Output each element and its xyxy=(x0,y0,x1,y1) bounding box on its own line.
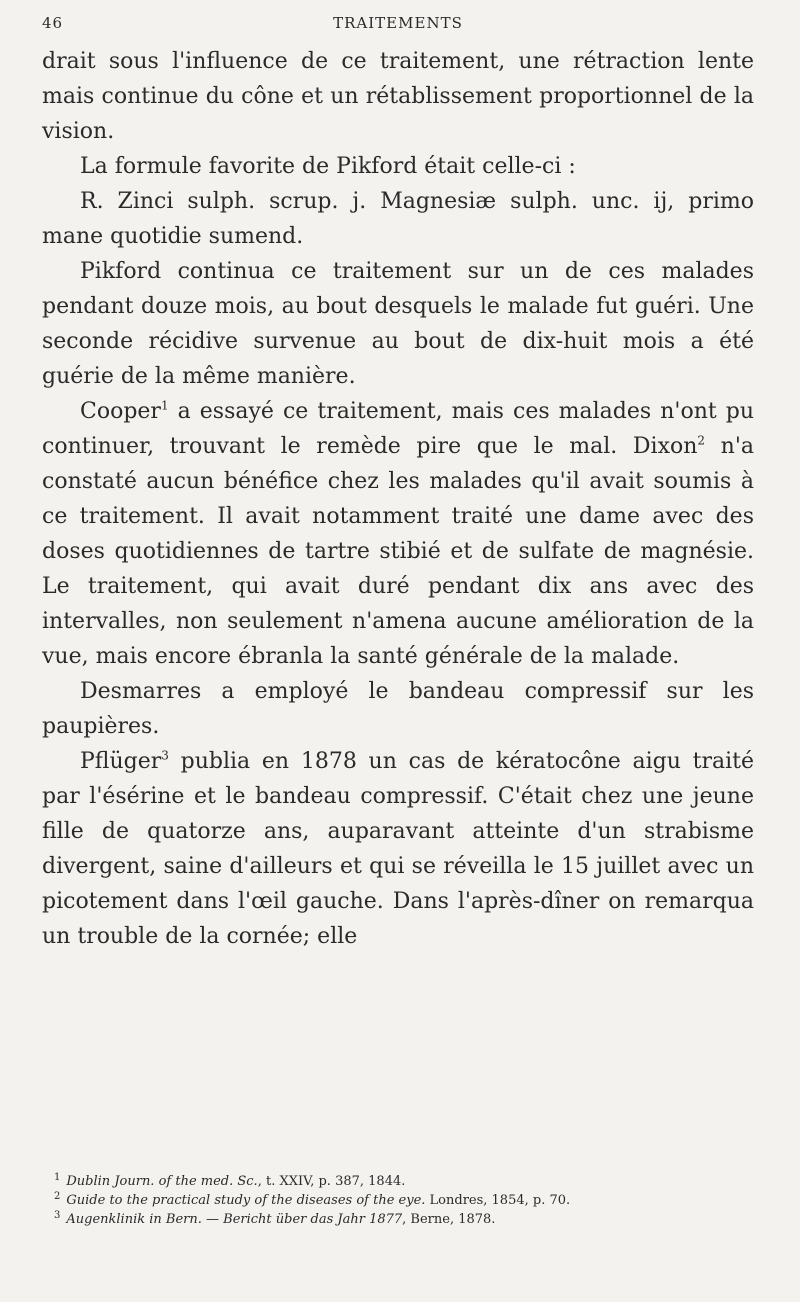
page-header xyxy=(42,14,754,38)
footnote-detail: Londres, 1854, p. 70. xyxy=(425,1193,571,1208)
paragraph: Desmarres a employé le bandeau compressif sur les paupières. xyxy=(42,679,754,739)
paragraph: R. Zinci sulph. scrup. j. Magnesiæ sulph. unc. ij, primo mane quotidie sumend. xyxy=(42,189,754,249)
footnote-ref: 1 xyxy=(160,398,169,413)
page-number: 46 xyxy=(42,14,64,32)
paragraph xyxy=(42,744,754,954)
footnote-detail: , Berne, 1878. xyxy=(402,1212,496,1227)
text-run: Cooper xyxy=(80,399,161,424)
text-run: n'a constaté aucun bénéfice chez les malades qu'il avait soumis à ce traitement. Il avait notamment traité une dame avec des doses quotidiennes de tartre stibié et de sulfate de magnésie. Le traitement, qui avait duré pendant dix ans avec des intervalles, non seulement n'amena aucune amélioration de la vue, mais encore ébranla la santé générale de la malade. xyxy=(42,434,754,669)
paragraph xyxy=(42,394,754,674)
footnote-number: 3 xyxy=(54,1209,61,1221)
running-title: TRAITEMENTS xyxy=(333,14,463,32)
footnote-title: Guide to the practical study of the diseases of the eye. xyxy=(66,1193,426,1208)
paragraph: drait sous l'influence de ce traitement, une rétraction lente mais continue du cône et un rétablissement proportionnel de la vision. xyxy=(42,49,754,144)
footnote-detail: , t. XXIV, p. 387, 1844. xyxy=(257,1174,406,1189)
footnote-ref: 3 xyxy=(161,748,169,763)
paragraph: La formule favorite de Pikford était celle-ci : xyxy=(80,154,576,179)
text-run: a essayé ce traitement, mais ces malades n'ont pu continuer, trouvant le remède pire que le mal. Dixon xyxy=(42,399,754,459)
footnote-ref: 2 xyxy=(697,433,706,448)
footnote xyxy=(42,1172,754,1191)
footnotes xyxy=(42,1172,754,1229)
text-run: publia en 1878 un cas de kératocône aigu traité par l'ésérine et le bandeau compressif. C'était chez une jeune fille de quatorze ans, auparavant atteinte d'un strabisme divergent, saine d'ailleurs et qui se réveilla le 15 juillet avec un picotement dans l'œil gauche. Dans l'après-dîner on remarqua un trouble de la cornée; elle xyxy=(42,749,754,949)
footnote xyxy=(42,1210,754,1229)
footnote-number: 1 xyxy=(54,1171,61,1183)
footnote-title: Dublin Journ. of the med. Sc. xyxy=(66,1174,258,1189)
footnote-number: 2 xyxy=(54,1190,61,1202)
footnote-title: Augenklinik in Bern. — Bericht über das Jahr 1877 xyxy=(66,1212,403,1227)
text-run: Pflüger xyxy=(80,749,162,774)
footnote xyxy=(42,1191,754,1210)
paragraph: Pikford continua ce traitement sur un de ces malades pendant douze mois, au bout desquels le malade fut guéri. Une seconde récidive survenue au bout de dix-huit mois a été guérie de la même manière. xyxy=(42,259,754,389)
body-text xyxy=(42,44,754,954)
